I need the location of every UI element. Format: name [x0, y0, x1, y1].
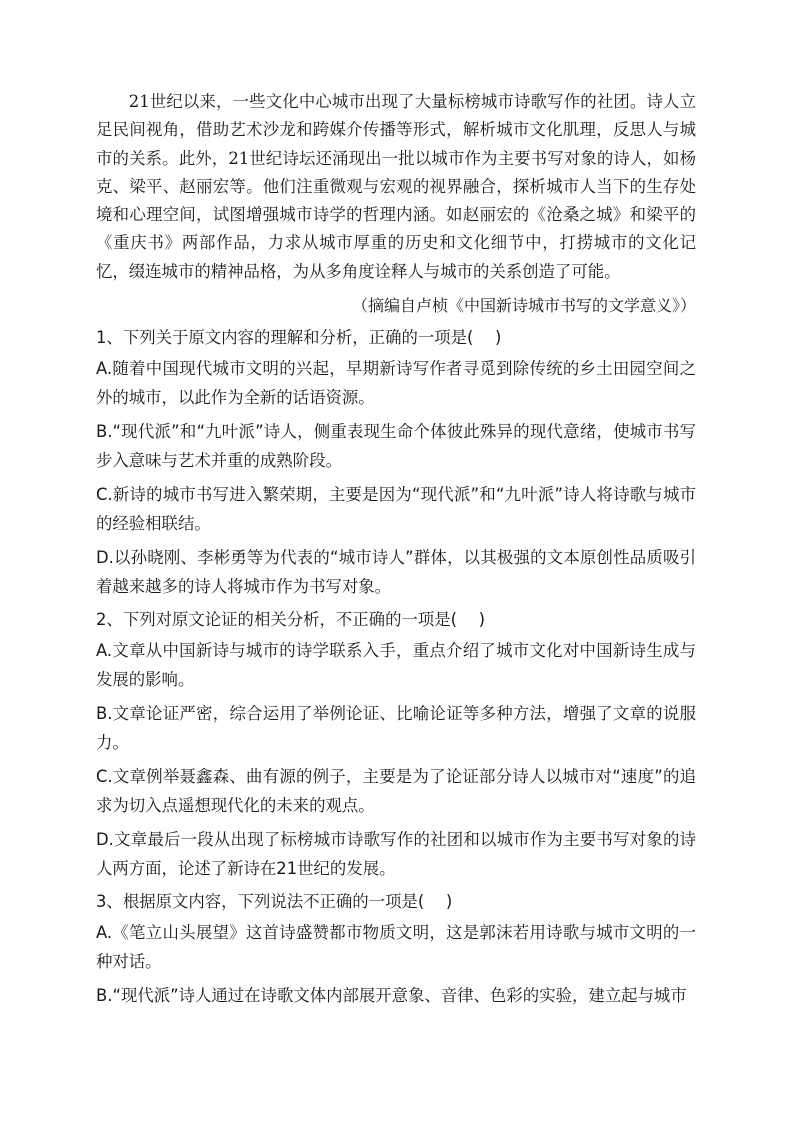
- passage-source: （摘编自卢桢《中国新诗城市书写的文学意义》）: [351, 296, 696, 316]
- question-option-a: A.《笔立山头展望》这首诗盛赞都市物质文明，这是郭沫若用诗歌与城市文明的一种对话。: [96, 923, 696, 972]
- question-option-c: C.文章例举聂鑫森、曲有源的例子，主要是为了论证部分诗人以城市对“速度”的追求为切入点遥想现代化的未来的观点。: [96, 767, 696, 816]
- question-option-b: B.文章论证严密，综合运用了举例论证、比喻论证等多种方法，增强了文章的说服力。: [96, 704, 696, 753]
- passage-paragraph: 21世纪以来，一些文化中心城市出现了大量标榜城市诗歌写作的社团。诗人立足民间视角，借助艺术沙龙和跨媒介传播等形式，解析城市文化肌理，反思人与城市的关系。此外，21世纪诗坛还涌现出一批以城市作为主要书写对象的诗人，如杨克、梁平、赵丽宏等。他们注重微观与宏观的视界融合，探析城市人当下的生存处境和心理空间，试图增强城市诗学的哲理内涵。如赵丽宏的《沧桑之城》和梁平的《重庆书》两部作品，力求从城市厚重的历史和文化细节中，打捞城市的文化记忆，缀连城市的精神品格，为从多角度诠释人与城市的关系创造了可能。: [96, 92, 696, 281]
- question-3: [96, 888, 696, 1010]
- question-stem: 3、根据原文内容，下列说法不正确的一项是( ): [96, 892, 453, 912]
- document-page: [96, 88, 696, 1015]
- question-stem: 2、下列对原文论证的相关分析，不正确的一项是( ): [96, 610, 486, 630]
- question-list: [96, 324, 696, 1010]
- question-option-d: D.文章最后一段从出现了标榜城市诗歌写作的社团和以城市作为主要书写对象的诗人两方面，论述了新诗在21世纪的发展。: [96, 830, 696, 879]
- question-option-c: C.新诗的城市书写进入繁荣期，主要是因为“现代派”和“九叶派”诗人将诗歌与城市的经验相联结。: [96, 485, 696, 534]
- question-option-b: B.“现代派”和“九叶派”诗人，侧重表现生命个体彼此殊异的现代意绪，使城市书写步入意味与艺术并重的成熟阶段。: [96, 422, 696, 471]
- question-stem: 1、下列关于原文内容的理解和分析，正确的一项是( ): [96, 328, 502, 348]
- question-2: [96, 606, 696, 883]
- question-option-b: B.“现代派”诗人通过在诗歌文体内部展开意象、音律、色彩的实验，建立起与城市: [96, 986, 687, 1006]
- question-option-a: A.文章从中国新诗与城市的诗学联系入手，重点介绍了城市文化对中国新诗生成与发展的影响。: [96, 641, 696, 690]
- question-option-d: D.以孙晓刚、李彬勇等为代表的“城市诗人”群体，以其极强的文本原创性品质吸引着越来越多的诗人将城市作为书写对象。: [96, 548, 696, 597]
- question-option-a: A.随着中国现代城市文明的兴起，早期新诗写作者寻觅到除传统的乡土田园空间之外的城市，以此作为全新的话语资源。: [96, 359, 696, 408]
- question-1: [96, 324, 696, 601]
